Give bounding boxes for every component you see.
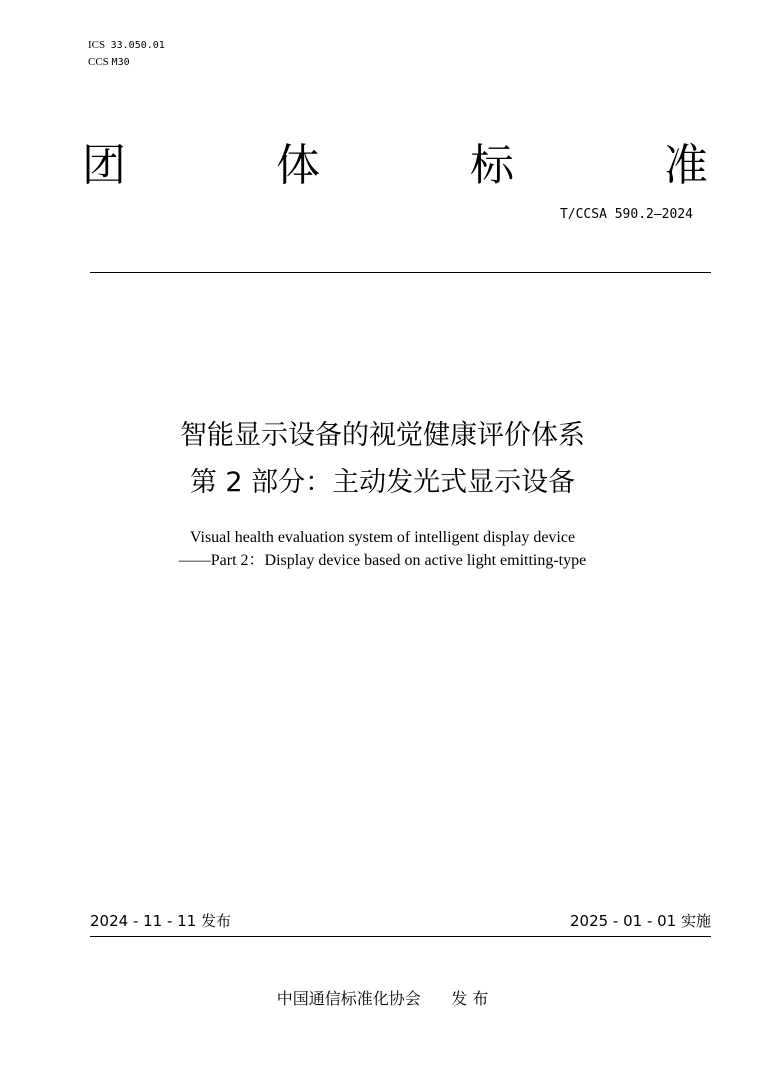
title-cn-line2: 第 2 部分：主动发光式显示设备 xyxy=(189,467,576,498)
title-en-line1: Visual health evaluation system of intelligent display device xyxy=(189,529,576,546)
ics-code: 33.050.01 xyxy=(110,40,165,51)
title-en-line2: ——Part 2：Display device based on active light emitting-type xyxy=(178,552,587,569)
ccs-code: M30 xyxy=(111,57,130,68)
ccs-line xyxy=(88,55,130,70)
category-title-char-4: 准 xyxy=(664,140,708,191)
category-title-char-3: 标 xyxy=(470,140,514,191)
top-divider xyxy=(90,272,711,273)
ics-line xyxy=(88,38,165,53)
implement-date: 2025 - 01 - 01 实施 xyxy=(569,912,711,930)
publisher xyxy=(0,987,765,1011)
ics-label: ICS xyxy=(88,39,106,51)
publish-date: 2024 - 11 - 11 发布 xyxy=(90,912,232,930)
publisher-name: 中国通信标准化协会 xyxy=(276,989,421,1008)
ccs-label: CCS xyxy=(88,56,109,68)
publisher-action: 发 布 xyxy=(451,989,489,1008)
bottom-divider xyxy=(90,936,711,937)
title-cn-line1: 智能显示设备的视觉健康评价体系 xyxy=(180,420,585,451)
standard-number: T/CCSA 590.2—2024 xyxy=(559,207,693,222)
category-title xyxy=(82,136,708,196)
category-title-char-1: 团 xyxy=(82,140,126,191)
category-title-char-2: 体 xyxy=(276,140,320,191)
